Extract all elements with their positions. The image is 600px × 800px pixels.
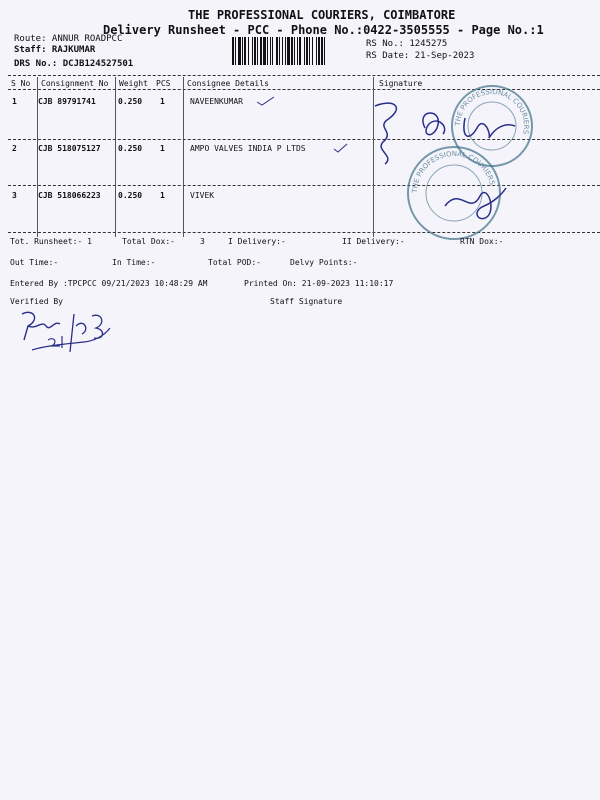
total-pod: Total POD:- — [208, 258, 261, 267]
col-header-sno: S No — [11, 79, 31, 88]
company-name: THE PROFESSIONAL COURIERS, COIMBATORE — [188, 8, 456, 22]
barcode-bar — [238, 37, 241, 65]
barcode-bar — [304, 37, 305, 65]
barcode-bar — [267, 37, 268, 65]
barcode-bar — [318, 37, 320, 65]
barcode-bar — [321, 37, 323, 65]
barcode-bar — [309, 37, 310, 65]
barcode-bar — [254, 37, 256, 65]
row-sno: 2 — [12, 144, 17, 153]
runsheet-title: Delivery Runsheet - PCC - Phone No.:0422-3505555 - Page No.:1 — [103, 23, 544, 37]
col-header-signature: Signature — [379, 79, 423, 88]
rs-number: RS No.: 1245275 — [366, 39, 448, 49]
row-weight: 0.250 — [118, 191, 143, 200]
receiver-signature — [365, 98, 525, 178]
staff-signature-label: Staff Signature — [270, 297, 343, 306]
barcode-bar — [235, 37, 236, 65]
barcode-bar — [299, 37, 301, 65]
row-consignee: VIVEK — [190, 191, 215, 200]
row-weight: 0.250 — [118, 97, 143, 106]
staff-label: Staff: RAJKUMAR — [14, 45, 96, 55]
stamp-text: THE PROFESSIONAL COURIERS — [410, 149, 497, 194]
barcode-bar — [270, 37, 271, 65]
barcode-bar — [272, 37, 273, 65]
barcode-bar — [244, 37, 246, 65]
barcode-bar — [306, 37, 308, 65]
verified-by: Verified By — [10, 297, 63, 306]
total-dox-value: 3 — [200, 237, 205, 246]
barcode-bar — [279, 37, 280, 65]
row-weight: 0.250 — [118, 144, 143, 153]
route-label: Route: ANNUR ROADPCC — [14, 34, 123, 44]
out-time: Out Time:- — [10, 258, 59, 267]
col-divider — [183, 77, 184, 237]
row-consignment: CJB 518075127 — [38, 144, 101, 153]
verifier-signature — [14, 306, 124, 366]
receiver-signature — [440, 176, 510, 226]
table-bottom-rule — [8, 232, 600, 233]
ii-delivery: II Delivery:- — [342, 237, 405, 246]
tick-mark — [333, 143, 349, 153]
barcode-bar — [242, 37, 243, 65]
barcode-bar — [257, 37, 258, 65]
row-consignee: NAVEENKUMAR — [190, 97, 243, 106]
rtn-dox: RTN Dox:- — [460, 237, 504, 246]
delvy-points: Delvy Points:- — [290, 258, 358, 267]
col-header-consignee: Consignee Details — [187, 79, 269, 88]
row-consignment: CJB 518066223 — [38, 191, 101, 200]
row-pcs: 1 — [160, 191, 165, 200]
row-sno: 3 — [12, 191, 17, 200]
stamp-text: THE PROFESSIONAL COURIERS — [453, 87, 531, 135]
drs-number: DRS No.: DCJB124527501 — [14, 59, 134, 69]
tick-mark — [256, 96, 276, 106]
barcode-bar — [263, 37, 266, 65]
barcode-bar — [297, 37, 298, 65]
barcode-bar — [285, 37, 286, 65]
barcode-bar — [282, 37, 283, 65]
barcode-bar — [260, 37, 262, 65]
in-time: In Time:- — [112, 258, 156, 267]
row-rule-2 — [8, 185, 600, 186]
col-header-consignment: Consignment No — [41, 79, 109, 88]
barcode-bar — [287, 37, 290, 65]
tot-runsheet: Tot. Runsheet:- 1 — [10, 237, 92, 246]
barcode — [232, 37, 362, 65]
printed-on: Printed On: 21-09-2023 11:10:17 — [244, 279, 394, 288]
row-consignment: CJB 89791741 — [38, 97, 96, 106]
barcode-bar — [312, 37, 313, 65]
rs-date: RS Date: 21-Sep-2023 — [366, 51, 475, 61]
barcode-bar — [252, 37, 253, 65]
barcode-bar — [294, 37, 295, 65]
barcode-bar — [291, 37, 293, 65]
barcode-bar — [324, 37, 325, 65]
table-top-rule — [8, 75, 600, 76]
barcode-bar — [248, 37, 249, 65]
total-dox-label: Total Dox:- — [122, 237, 175, 246]
row-pcs: 1 — [160, 97, 165, 106]
row-pcs: 1 — [160, 144, 165, 153]
col-divider — [115, 77, 116, 237]
row-consignee: AMPO VALVES INDIA P LTDS — [190, 144, 306, 153]
row-sno: 1 — [12, 97, 17, 106]
entered-by: Entered By :TPCPCC 09/21/2023 10:48:29 AM — [10, 279, 208, 288]
barcode-bar — [232, 37, 234, 65]
i-delivery: I Delivery:- — [228, 237, 286, 246]
barcode-bar — [276, 37, 278, 65]
col-header-weight: Weight — [119, 79, 148, 88]
col-header-pcs: PCS — [156, 79, 171, 88]
barcode-bar — [316, 37, 317, 65]
